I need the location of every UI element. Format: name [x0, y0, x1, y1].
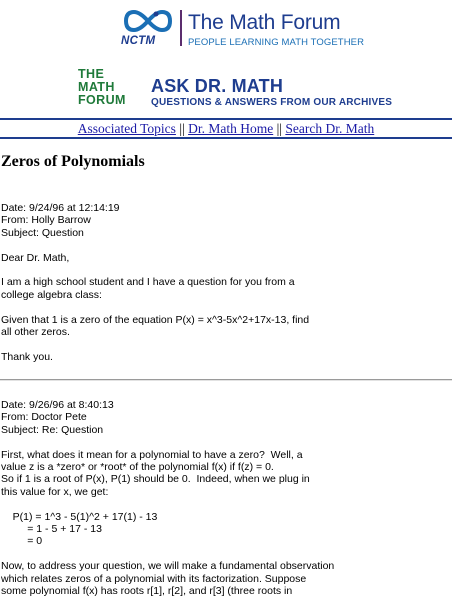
message-line: some polynomial f(x) has roots r[1], r[2], and r[3] (three roots in	[1, 585, 293, 598]
message-line: which relates zeros of a polynomial with its factorization. Suppose	[1, 572, 307, 585]
logo-line: THE	[78, 67, 105, 81]
forum-tagline: PEOPLE LEARNING MATH TOGETHER	[188, 37, 365, 48]
nav-rule-bottom	[0, 137, 452, 139]
message-line: = 1 - 5 + 17 - 13	[1, 523, 102, 536]
message-line: college algebra class:	[1, 288, 102, 301]
message-line: Thank you.	[1, 350, 53, 363]
message-line: P(1) = 1^3 - 5(1)^2 + 17(1) - 13	[1, 510, 158, 523]
ask-dr-math-title[interactable]: ASK DR. MATH	[151, 76, 284, 96]
math-forum-logo[interactable]	[78, 68, 138, 107]
ask-dr-math-subtitle: QUESTIONS & ANSWERS FROM OUR ARCHIVES	[151, 97, 393, 108]
message-line	[1, 498, 334, 510]
message-line	[1, 548, 334, 560]
associated-topics-link[interactable]: Associated Topics	[77, 121, 176, 136]
dr-math-home-link[interactable]: Dr. Math Home	[188, 121, 274, 136]
message-line: From: Holly Barrow	[1, 214, 91, 227]
forum-title: The Math Forum	[188, 11, 341, 34]
message-line: Dear Dr. Math,	[1, 251, 70, 264]
message-line	[1, 338, 309, 350]
message-divider	[0, 379, 452, 381]
message-line: Date: 9/24/96 at 12:14:19	[1, 202, 120, 214]
message-line: So if 1 is a root of P(x), P(1) should be 0. Indeed, when we plug in	[1, 473, 310, 486]
message-line: Now, to address your question, we will make a fundamental observation	[1, 560, 335, 573]
nctm-wordmark: NCTM	[121, 35, 156, 47]
message-line: Subject: Re: Question	[1, 423, 104, 436]
nav-separator: ||	[179, 121, 185, 136]
nav-separator: ||	[276, 121, 282, 136]
page-title: Zeros of Polynomials	[1, 153, 145, 170]
message-line: = 0	[1, 535, 43, 548]
message-line	[1, 239, 309, 251]
message-question	[1, 202, 309, 363]
message-line: Subject: Question	[1, 226, 84, 239]
message-line: First, what does it mean for a polynomial to have a zero? Well, a	[1, 448, 303, 461]
logo-line: FORUM	[78, 93, 126, 107]
message-line: this value for x, we get:	[1, 485, 109, 498]
message-line: Given that 1 is a zero of the equation P(x) = x^3-5x^2+17x-13, find	[1, 313, 310, 326]
message-line: From: Doctor Pete	[1, 411, 87, 424]
message-line	[1, 301, 309, 313]
math-forum-banner[interactable]	[120, 8, 370, 50]
message-line: I am a high school student and I have a question for you from a	[1, 276, 295, 289]
message-line: all other zeros.	[1, 326, 70, 339]
message-line: value z is a *zero* or *root* of the polynomial f(x) if f(z) = 0.	[1, 461, 274, 474]
logo-line: MATH	[78, 80, 115, 94]
message-line	[1, 436, 334, 448]
message-answer	[1, 399, 334, 598]
nav-bar	[0, 120, 452, 137]
message-line	[1, 264, 309, 276]
message-line: Date: 9/26/96 at 8:40:13	[1, 399, 114, 411]
banner-divider	[180, 10, 182, 46]
search-dr-math-link[interactable]: Search Dr. Math	[285, 121, 375, 136]
